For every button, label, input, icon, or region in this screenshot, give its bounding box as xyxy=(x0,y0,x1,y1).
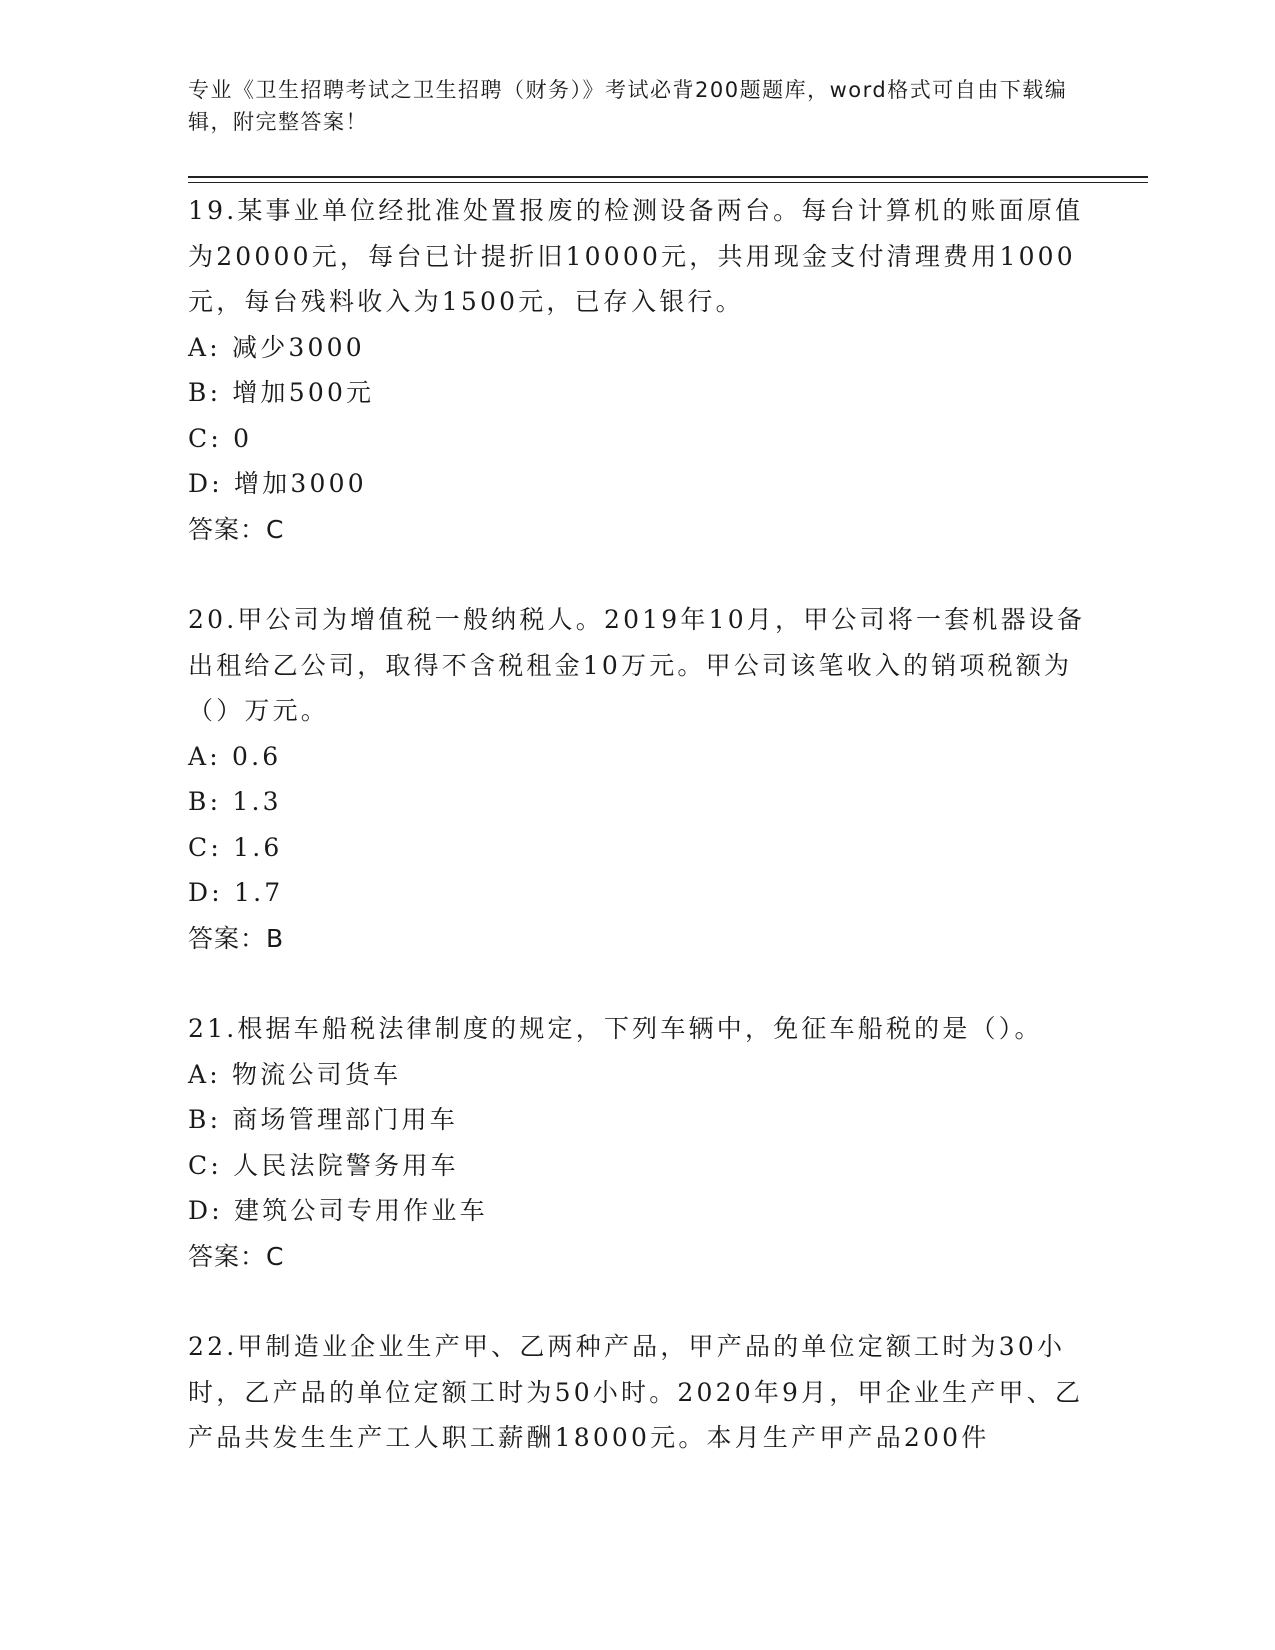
option-b: B: 1.3 xyxy=(188,787,282,816)
question-22 xyxy=(188,1324,1088,1461)
option-d: D: 1.7 xyxy=(188,878,284,907)
question-20 xyxy=(188,597,1088,961)
header-text: 专业《卫生招聘考试之卫生招聘（财务）》考试必背200题题库，word格式可自由下载编辑，附完整答案！ xyxy=(188,78,1068,134)
option-c: C: 人民法院警务用车 xyxy=(188,1150,459,1180)
option-a: A: 减少3000 xyxy=(188,332,365,362)
option-b: B: 商场管理部门用车 xyxy=(188,1105,458,1134)
question-text: 21.根据车船税法律制度的规定，下列车辆中，免征车船税的是（）。 xyxy=(188,1014,1043,1043)
option-c: C: 0 xyxy=(188,423,253,453)
option-b: B: 增加500元 xyxy=(188,378,375,407)
question-text: 20.甲公司为增值税一般纳税人。2019年10月，甲公司将一套机器设备出租给乙公司，取得不含税租金10万元。甲公司该笔收入的销项税额为（）万元。 xyxy=(188,605,1086,725)
answer-line: 答案：C xyxy=(188,1241,285,1271)
answer-line: 答案：C xyxy=(188,514,285,544)
answer-line: 答案：B xyxy=(188,923,285,953)
question-19 xyxy=(188,188,1088,552)
question-text: 22.甲制造业企业生产甲、乙两种产品，甲产品的单位定额工时为30小时，乙产品的单位定额工时为50小时。2020年9月，甲企业生产甲、乙产品共发生生产工人职工薪酬18000元。本月生产甲产品200件 xyxy=(188,1332,1084,1452)
document-header xyxy=(188,74,1068,138)
option-d: D: 增加3000 xyxy=(188,469,367,498)
option-c: C: 1.6 xyxy=(188,832,283,862)
header-divider-bottom xyxy=(188,182,1148,183)
option-a: A: 物流公司货车 xyxy=(188,1059,402,1089)
option-a: A: 0.6 xyxy=(188,741,282,771)
question-list xyxy=(188,188,1088,1461)
header-divider-top xyxy=(188,176,1148,178)
question-text: 19.某事业单位经批准处置报废的检测设备两台。每台计算机的账面原值为20000元，每台已计提折旧10000元，共用现金支付清理费用1000元，每台残料收入为1500元，已存入银行。 xyxy=(188,196,1084,316)
question-21 xyxy=(188,1006,1088,1279)
option-d: D: 建筑公司专用作业车 xyxy=(188,1196,488,1225)
